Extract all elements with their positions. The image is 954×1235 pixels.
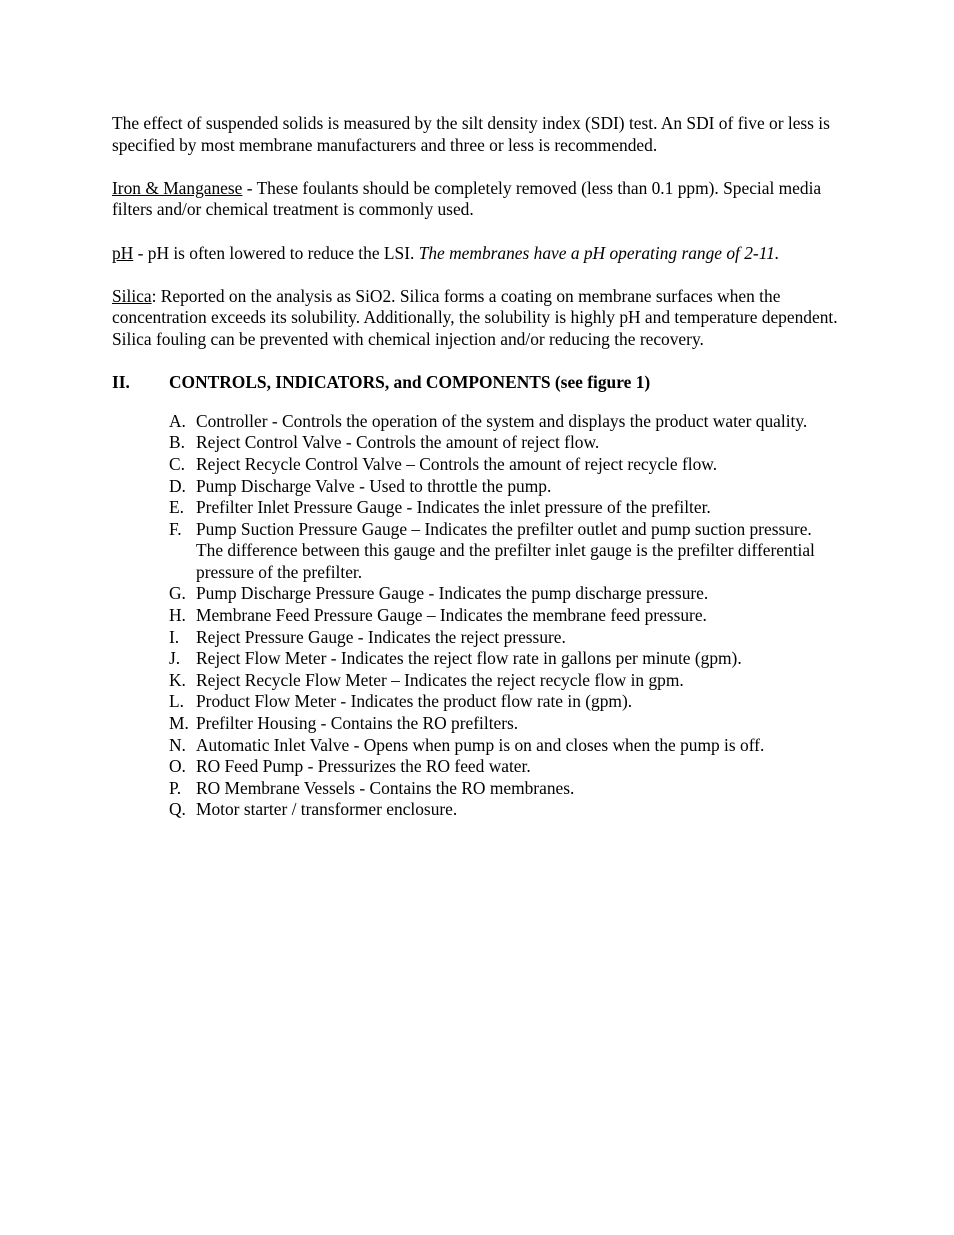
list-item-text: Controller - Controls the operation of the system and displays the product water quality. — [196, 410, 808, 431]
list-item-text: Reject Control Valve - Controls the amount of reject flow. — [196, 432, 600, 453]
list-item-letter: F. — [169, 518, 182, 539]
list-item — [169, 605, 829, 627]
list-item — [169, 778, 829, 800]
list-item-letter: Q. — [169, 799, 186, 820]
page-content — [112, 113, 852, 821]
list-item-letter: L. — [169, 691, 184, 712]
list-item-text: Product Flow Meter - Indicates the product flow rate in (gpm). — [196, 691, 633, 712]
list-item — [169, 411, 829, 433]
list-item — [169, 454, 829, 476]
list-item-text: Prefilter Housing - Contains the RO prefilters. — [196, 713, 519, 734]
list-item-text: Reject Recycle Flow Meter – Indicates the reject recycle flow in gpm. — [196, 669, 684, 690]
ph-italic-note: The membranes have a pH operating range of 2-11. — [418, 242, 780, 263]
list-item-letter: M. — [169, 713, 189, 734]
list-item — [169, 583, 829, 605]
list-item-text: Reject Recycle Control Valve – Controls the amount of reject recycle flow. — [196, 453, 718, 474]
list-item-letter: C. — [169, 453, 185, 474]
list-item-letter: H. — [169, 605, 186, 626]
list-item-text: Motor starter / transformer enclosure. — [196, 799, 458, 820]
list-item-letter: N. — [169, 734, 186, 755]
list-item — [169, 519, 829, 584]
iron-manganese-text: - These foulants should be completely removed (less than 0.1 ppm). Special media filters and/or chemical treatment is commonly used. — [112, 177, 822, 220]
iron-manganese-term: Iron & Manganese — [112, 177, 243, 198]
list-item — [169, 799, 829, 821]
section-heading — [112, 372, 852, 394]
list-item-text: RO Feed Pump - Pressurizes the RO feed water. — [196, 756, 531, 777]
list-item — [169, 648, 829, 670]
silica-term: Silica — [112, 285, 152, 306]
list-item — [169, 756, 829, 778]
list-item-letter: J. — [169, 648, 181, 669]
list-item — [169, 670, 829, 692]
section-number: II. — [112, 372, 130, 393]
silica-text: : Reported on the analysis as SiO2. Silica forms a coating on membrane surfaces when the concentration exceeds its solubility. Additionally, the solubility is highly pH and temperature dependent. Silica fouling can be prevented with chemical injection and/or reducing the recovery. — [112, 285, 838, 349]
list-item-text: Pump Discharge Valve - Used to throttle the pump. — [196, 475, 552, 496]
list-item-text: Reject Pressure Gauge - Indicates the reject pressure. — [196, 626, 566, 647]
ph-text: - pH is often lowered to reduce the LSI. — [133, 242, 419, 263]
list-item — [169, 713, 829, 735]
list-item-letter: E. — [169, 497, 184, 518]
list-item-letter: O. — [169, 756, 186, 777]
list-item-text: Reject Flow Meter - Indicates the reject flow rate in gallons per minute (gpm). — [196, 648, 742, 669]
list-item — [169, 691, 829, 713]
ph-paragraph — [112, 243, 852, 265]
list-item — [169, 627, 829, 649]
list-item-text: Pump Suction Pressure Gauge – Indicates the prefilter outlet and pump suction pressure. The difference between this gauge and the prefilter inlet gauge is the prefilter differential pressure of the prefilter. — [196, 518, 815, 582]
list-item — [169, 476, 829, 498]
components-list — [169, 411, 829, 821]
ph-term: pH — [112, 242, 134, 263]
list-item — [169, 497, 829, 519]
sdi-paragraph: The effect of suspended solids is measured by the silt density index (SDI) test. An SDI of five or less is specified by most membrane manufacturers and three or less is recommended. — [112, 113, 830, 155]
silica-paragraph — [112, 286, 852, 351]
list-item — [169, 735, 829, 757]
iron-manganese-paragraph — [112, 178, 852, 221]
list-item-text: Prefilter Inlet Pressure Gauge - Indicates the inlet pressure of the prefilter. — [196, 497, 711, 518]
list-item-letter: A. — [169, 410, 186, 431]
section-title: CONTROLS, INDICATORS, and COMPONENTS (see figure 1) — [169, 372, 651, 393]
list-item-letter: P. — [169, 777, 182, 798]
list-item-letter: G. — [169, 583, 186, 604]
list-item-text: Pump Discharge Pressure Gauge - Indicates the pump discharge pressure. — [196, 583, 709, 604]
list-item-text: Membrane Feed Pressure Gauge – Indicates the membrane feed pressure. — [196, 605, 707, 626]
list-item-letter: B. — [169, 432, 185, 453]
list-item-text: RO Membrane Vessels - Contains the RO membranes. — [196, 777, 575, 798]
list-item-letter: D. — [169, 475, 186, 496]
list-item — [169, 432, 829, 454]
list-item-letter: I. — [169, 626, 180, 647]
list-item-letter: K. — [169, 669, 186, 690]
list-item-text: Automatic Inlet Valve - Opens when pump is on and closes when the pump is off. — [196, 734, 765, 755]
